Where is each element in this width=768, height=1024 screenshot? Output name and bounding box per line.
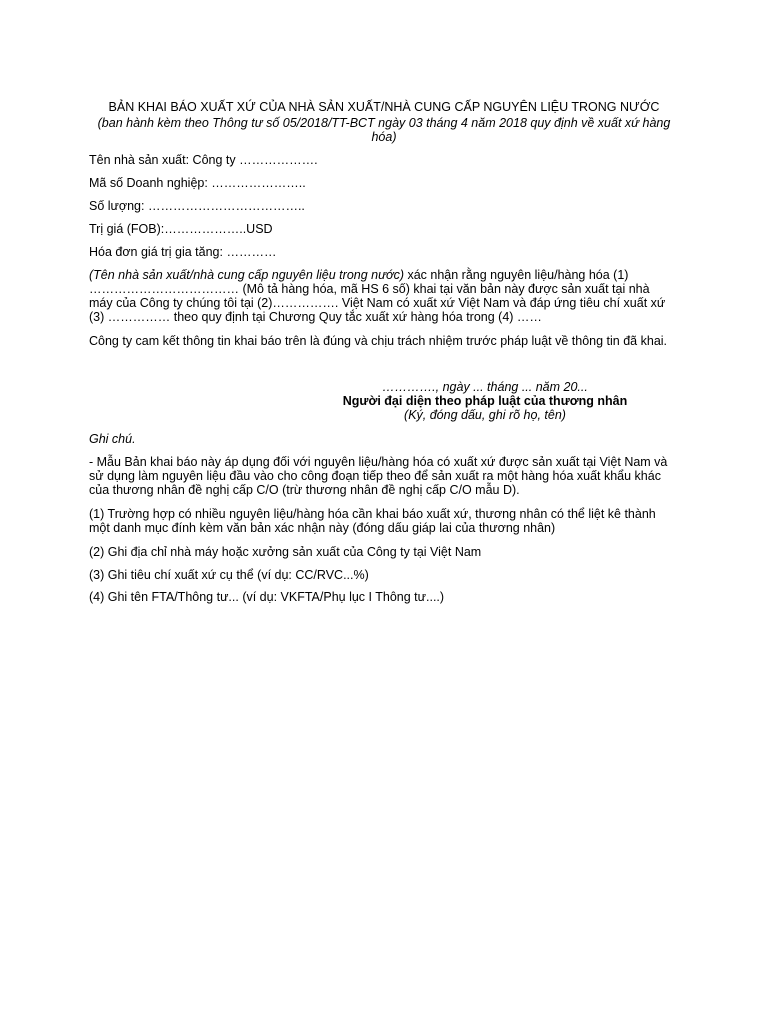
field-quantity: Số lượng: ………………………………..: [89, 199, 305, 213]
field-vat-invoice: Hóa đơn giá trị gia tăng: …………: [89, 245, 277, 259]
note-4: (4) Ghi tên FTA/Thông tư... (ví dụ: VKFTA/Phụ lục I Thông tư....): [89, 590, 445, 604]
note-3: (3) Ghi tiêu chí xuất xứ cụ thể (ví dụ: CC/RVC...%): [89, 568, 369, 582]
notes-intro: [89, 455, 683, 497]
field-manufacturer-name: Tên nhà sản xuất: Công ty ……………….: [89, 153, 318, 167]
note-2: (2) Ghi địa chỉ nhà máy hoặc xưởng sản xuất của Công ty tại Việt Nam: [89, 545, 482, 559]
declaration-italic-part: (Tên nhà sản xuất/nhà cung cấp nguyên liệu trong nước): [89, 268, 404, 282]
declaration-line-1: [89, 268, 683, 282]
declaration-line-1-rest: xác nhận rằng nguyên liệu/hàng hóa (1): [403, 268, 629, 282]
declaration-line-4: (3) …………… theo quy định tại Chương Quy tắc xuất xứ hàng hóa trong (4) ……: [89, 310, 542, 324]
notes-intro-line: của thương nhân đề nghị cấp C/O (trừ thương nhân đề nghị cấp C/O mẫu D).: [89, 483, 520, 497]
signature-date-line: …………., ngày ... tháng ... năm 20...: [382, 380, 588, 394]
note-1: [89, 507, 683, 535]
notes-heading: Ghi chú.: [89, 432, 136, 446]
signature-note: (Ký, đóng dấu, ghi rõ họ, tên): [404, 408, 566, 422]
signature-representative: Người đại diện theo pháp luật của thương nhân: [342, 394, 628, 408]
document-subtitle: (ban hành kèm theo Thông tư số 05/2018/TT-BCT ngày 03 tháng 4 năm 2018 quy định về xuất xứ hàng hóa): [97, 116, 671, 144]
declaration-line-2: ……………………………… (Mô tả hàng hóa, mã HS 6 số) khai tại văn bản này được sản xuất tại nhà: [89, 282, 650, 296]
commitment-statement: Công ty cam kết thông tin khai báo trên là đúng và chịu trách nhiệm trước pháp luật về thông tin đã khai.: [89, 334, 668, 348]
field-enterprise-code: Mã số Doanh nghiệp: …………………..: [89, 176, 306, 190]
notes-intro-line: sử dụng làm nguyên liệu đầu vào cho công đoạn tiếp theo để sản xuất ra một hàng hóa xuất khẩu khác: [89, 469, 661, 483]
note-1-line: một danh mục đính kèm văn bản xác nhận này (đóng dấu giáp lai của thương nhân): [89, 521, 556, 535]
declaration-line-3: máy của Công ty chúng tôi tại (2)……………. Việt Nam có xuất xứ Việt Nam và đáp ứng tiêu chí xuất xứ: [89, 296, 666, 310]
note-1-line: (1) Trường hợp có nhiều nguyên liệu/hàng hóa cần khai báo xuất xứ, thương nhân có thể liệt kê thành: [89, 507, 656, 521]
declaration-paragraph: [89, 268, 683, 324]
field-fob-value: Trị giá (FOB):………………..USD: [89, 222, 273, 236]
document-title: BẢN KHAI BÁO XUẤT XỨ CỦA NHÀ SẢN XUẤT/NHÀ CUNG CẤP NGUYÊN LIỆU TRONG NƯỚC: [108, 100, 660, 114]
notes-intro-line: - Mẫu Bản khai báo này áp dụng đối với nguyên liệu/hàng hóa có xuất xứ được sản xuất tại Việt Nam và: [89, 455, 668, 469]
